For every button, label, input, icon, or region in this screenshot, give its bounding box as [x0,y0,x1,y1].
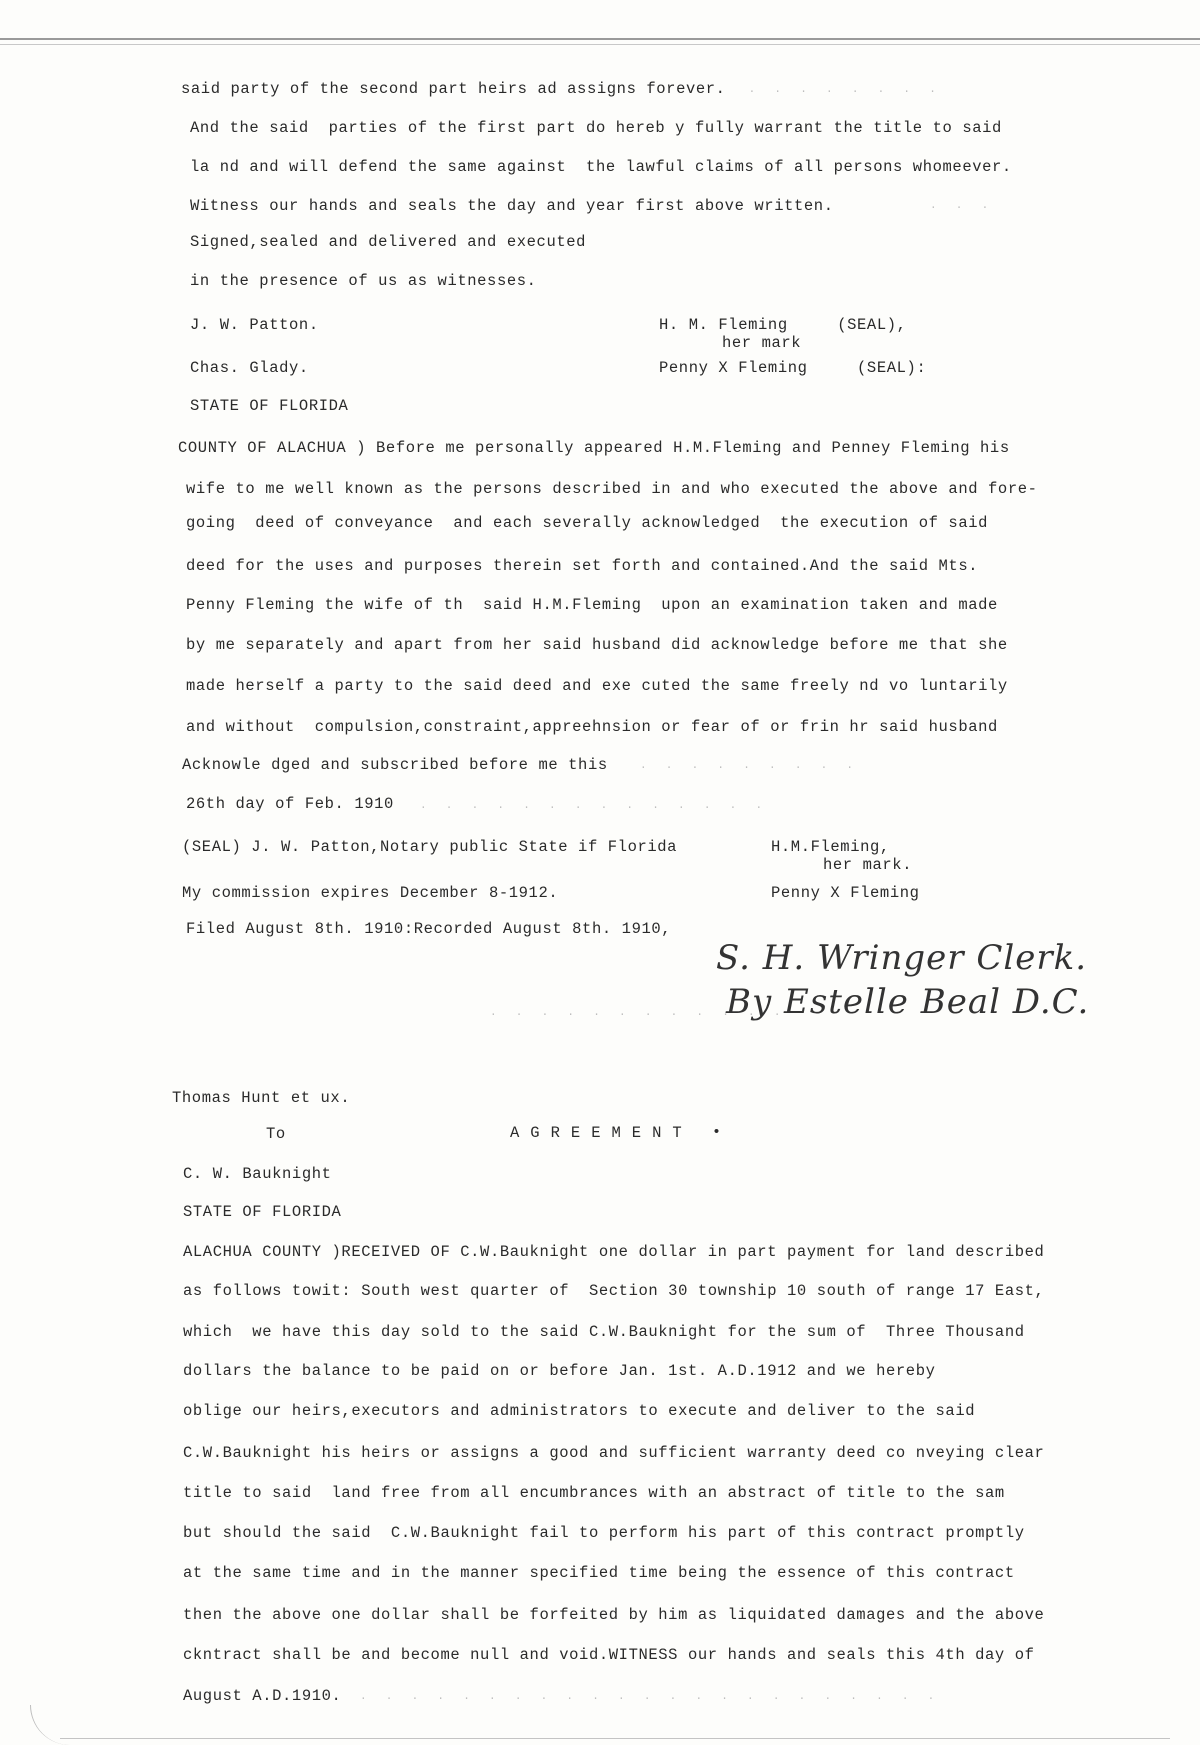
ack-line-2: COUNTY OF ALACHUA ) Before me personally appeared H.M.Fleming and Penney Fleming his [178,439,1010,457]
agreement-state: STATE OF FLORIDA [183,1203,342,1221]
bleed-through-mark: . . . . . . . . [740,84,938,96]
deed-line-2: And the said parties of the first part do hereb y fully warrant the title to said [190,119,1002,137]
agreement-line-6: C.W.Bauknight his heirs or assigns a good and sufficient warranty deed co nveying clear [183,1444,1045,1462]
bleed-through-mark: . . . . . . . . . . . . . . [420,800,765,812]
agreement-line-2: as follows towit: South west quarter of Section 30 township 10 south of range 17 East, [183,1282,1045,1300]
notary-mark-label: her mark. [823,856,913,874]
page-top-edge-inner [0,44,1200,45]
grantor-2: Penny X Fleming (SEAL): [659,359,927,377]
page-corner-curl [30,1705,91,1745]
filed-recorded: Filed August 8th. 1910:Recorded August 8th. 1910, [186,920,672,938]
agreement-line-12: August A.D.1910. [183,1687,342,1705]
agreement-line-7: title to said land free from all encumbrances with an abstract of title to the sam [183,1484,1005,1502]
agreement-party-to: C. W. Bauknight [183,1165,332,1183]
bleed-through-mark: . . . . . . . . . [640,760,856,772]
grantor-1: H. M. Fleming (SEAL), [659,316,907,334]
clerk-signature-line-1: S. H. Wringer Clerk. [716,938,1088,978]
witness-2: Chas. Glady. [190,359,309,377]
deed-line-4: Witness our hands and seals the day and year first above written. [190,197,834,215]
ack-line-3: wife to me well known as the persons described in and who executed the above and fore- [186,480,1038,498]
deed-line-6: in the presence of us as witnesses. [190,272,537,290]
page-bottom-edge [60,1738,1170,1739]
ack-line-6: Penny Fleming the wife of th said H.M.Fleming upon an examination taken and made [186,596,998,614]
ack-line-10: Acknowle dged and subscribed before me this [182,756,608,774]
grantor-mark-label: her mark [722,334,802,352]
clerk-signature-line-2: By Estelle Beal D.C. [726,982,1090,1022]
ack-line-9: and without compulsion,constraint,appreehnsion or fear of or frin hr said husband [186,718,998,736]
deed-line-5: Signed,sealed and delivered and executed [190,233,587,251]
bleed-through-mark: . . . . . . . . . . . . . . . . . . . . . . . [360,1691,937,1703]
ack-line-4: going deed of conveyance and each severally acknowledged the execution of said [186,514,989,532]
agreement-party-from: Thomas Hunt et ux. [172,1089,351,1107]
agreement-line-3: which we have this day sold to the said C.W.Bauknight for the sum of Three Thousand [183,1323,1025,1341]
ack-line-8: made herself a party to the said deed and exe cuted the same freely nd vo luntarily [186,677,1008,695]
notary-grantor-2: Penny X Fleming [771,884,920,902]
ack-line-5: deed for the uses and purposes therein set forth and contained.And the said Mts. [186,557,979,575]
bullet-dot: • [712,1124,722,1141]
ack-line-7: by me separately and apart from her said husband did acknowledge before me that she [186,636,1008,654]
witness-1: J. W. Patton. [190,316,319,334]
agreement-line-10: then the above one dollar shall be forfeited by him as liquidated damages and the above [183,1606,1045,1624]
bleed-through-mark: . . . [930,200,991,212]
agreement-line-4: dollars the balance to be paid on or before Jan. 1st. A.D.1912 and we hereby [183,1362,936,1380]
notary-line: (SEAL) J. W. Patton,Notary public State if Florida [182,838,678,856]
deed-line-3: la nd and will defend the same against the lawful claims of all persons whomeever. [190,158,1012,176]
page-top-edge [0,38,1200,40]
ack-line-1: STATE OF FLORIDA [190,397,349,415]
agreement-line-5: oblige our heirs,executors and administrators to execute and deliver to the said [183,1402,976,1420]
agreement-title: AGREEMENT [510,1124,693,1142]
agreement-line-9: at the same time and in the manner specified time being the essence of this contract [183,1564,1015,1582]
notary-grantor-1: H.M.Fleming, [771,838,890,856]
agreement-line-11: ckntract shall be and become null and void.WITNESS our hands and seals this 4th day of [183,1646,1035,1664]
deed-line-1: said party of the second part heirs ad assigns forever. [181,80,726,98]
agreement-line-8: but should the said C.W.Bauknight fail to perform his part of this contract promptly [183,1524,1025,1542]
commission-expiry: My commission expires December 8-1912. [182,884,559,902]
bleed-through-mark: . . . . . . . . . . . . [490,1007,783,1019]
ack-line-11: 26th day of Feb. 1910 [186,795,394,813]
agreement-line-1: ALACHUA COUNTY )RECEIVED OF C.W.Bauknight one dollar in part payment for land described [183,1243,1045,1261]
agreement-to: To [266,1125,286,1143]
